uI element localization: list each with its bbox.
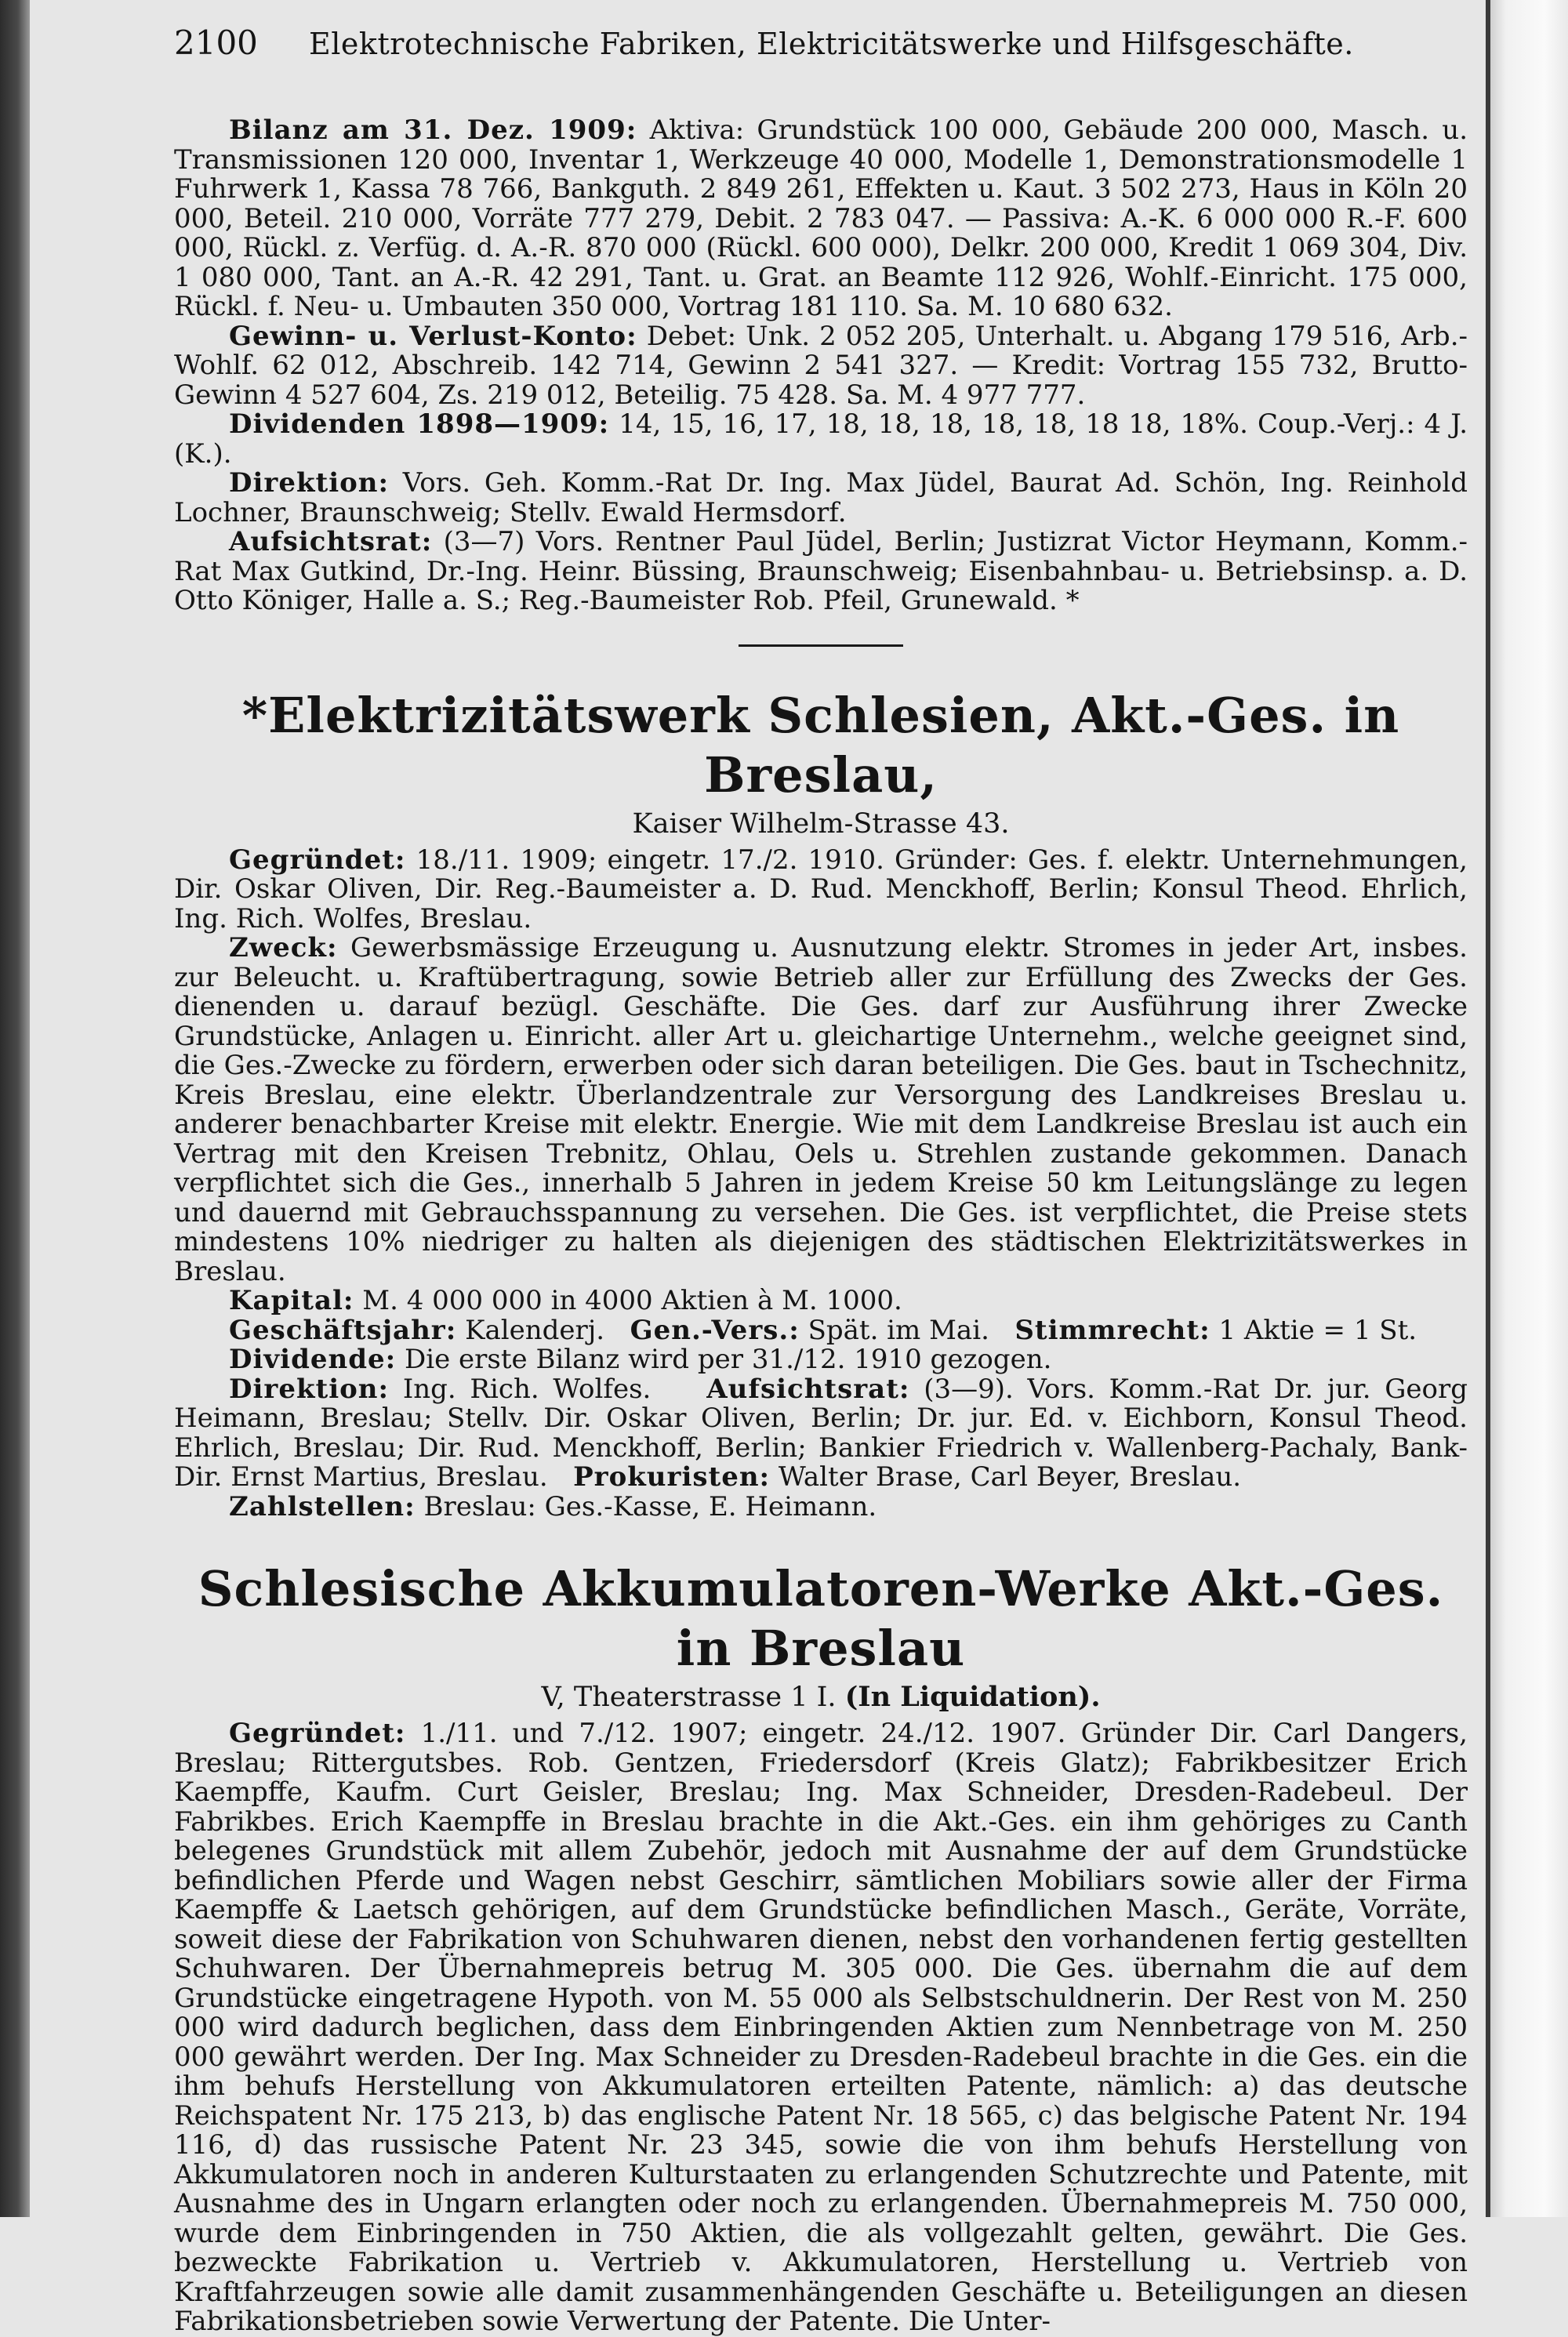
scan-right-border [1486, 0, 1568, 2217]
running-header [174, 24, 1468, 74]
page-number: 2100 [174, 24, 258, 62]
liquidation-status: (In Liquidation). [844, 1681, 1101, 1713]
company-title: *Elektrizitätswerk Schlesien, Akt.-Ges. in Breslau, [241, 686, 1400, 804]
zahlstellen-text: Breslau: Ges.-Kasse, E. Heimann. [423, 1490, 877, 1522]
zweck-label: Zweck: [229, 932, 338, 963]
gegruendet-text: 1./11. und 7./12. 1907; eingetr. 24./12. 1907. Gründer Dir. Carl Dangers, Breslau; Rittergutsbes. Rob. Gentzen, Friedersdorf (Kreis Glatz); Fabrikbesitzer Erich Kaempffe, Kaufm. Curt Geisler, Breslau; Ing. Max Schneider, Dresden-Radebeul. Der Fabrikbes. Erich Kaempffe in Breslau brachte in die Akt.-Ges. ein ihm gehöriges zu Canth belegenes Grundstück mit allem Zubehör, jedoch mit Ausnahme der auf dem Grundstücke befindlichen Pferde und Wagen nebst Geschirr, sämtlichen Mobiliars sowie aller der Firma Kaempffe & Laetsch gehörigen, auf dem Grundstücke befindlichen Masch., Geräte, Vorräte, soweit diese der Fabrikation von Schuhwaren dienen, nebst den vorhandenen fertig gestellten Schuhwaren. Der Übernahmepreis betrug M. 305 000. Die Ges. übernahm die auf dem Grundstücke eingetragene Hypoth. von M. 55 000 als Selbstschuldnerin. Der Rest von M. 250 000 wird dadurch beglichen, dass dem Einbringenden Aktien zum Nennbetrage von M. 250 000 gewährt werden. Der Ing. Max Schneider zu Dresden-Radebeul brachte in die Ges. ein die ihm behufs Herstellung von Akkumulatoren erteilten Patente, nämlich: a) das deutsche Reichspatent Nr. 175 213, b) das englische Patent Nr. 18 565, c) das belgische Patent Nr. 194 116, d) das russische Patent Nr. 23 345, sowie die von ihm behufs Herstellung von Akkumulatoren noch in anderen Kulturstaaten zu erlangenden Schutzrechte und Patente, mit Ausnahme des in Ungarn erlangten oder noch zu erlangenden. Übernahmepreis M. 750 000, wurde dem Einbringenden in 750 Aktien, die als vollgezahlt gelten, gewährt. Die Ges. bezweckte Fabrikation u. Vertrieb v. Akkumulatoren, Herstellung u. Vertrieb von Kraftfahrzeugen sowie alle damit zusammenhängenden Geschäfte u. Beteiligungen an diesen Fabrikationsbetrieben sowie Verwertung der Patente. Die Unter- [174, 1718, 1468, 2337]
genvers-label: Gen.-Vers.: [630, 1314, 800, 1346]
stimmrecht-label: Stimmrecht: [1014, 1314, 1210, 1346]
company-address: Kaiser Wilhelm-Strasse 43. [632, 807, 1010, 840]
direktion-text: Ing. Rich. Wolfes. [402, 1373, 652, 1405]
aufsichtsrat-text: (3—7) Vors. Rentner Paul Jüdel, Berlin; Justizrat Victor Heymann, Komm.-Rat Max Gutkind, Dr.-Ing. Heinr. Büssing, Braunschweig; Eisenbahnbau- u. Betriebsinsp. a. D. Otto Königer, Halle a. S.; Reg.-Baumeister Rob. Pfeil, Grunewald. * [174, 526, 1468, 616]
gegruendet-label: Gegründet: [229, 1718, 406, 1749]
running-title: Elektrotechnische Fabriken, Elektricitätswerke und Hilfsgeschäfte. [309, 27, 1354, 61]
section-elektrizitaetswerk-schlesien [174, 686, 1468, 1522]
dividende-paragraph [174, 1345, 1468, 1375]
bilanz-paragraph [174, 116, 1468, 322]
zweck-text: Gewerbsmässige Erzeugung u. Ausnutzung elektr. Stromes in jeder Art, insbes. zur Beleucht. u. Kraftübertragung, sowie Betrieb aller zur Erfüllung des Zwecks der Ges. dienenden u. darauf bezügl. Geschäfte. Die Ges. darf zur Ausführung ihrer Zwecke Grundstücke, Anlagen u. Einricht. aller Art u. gleichartige Unternehm., welche geeignet sind, die Ges.-Zwecke zu fördern, erwerben oder sich daran beteiligen. Die Ges. baut in Tschechnitz, Kreis Breslau, eine elektr. Überlandzentrale zur Versorgung des Landkreises Breslau u. anderer benachbarter Kreise mit elektr. Energie. Wie mit dem Landkreise Breslau ist auch ein Vertrag mit den Kreisen Trebnitz, Ohlau, Oels u. Strehlen zustande gekommen. Danach verpflichtet sich die Ges., innerhalb 5 Jahren in jedem Kreise 50 km Leitungslänge zu legen und dauernd mit Gebrauchsspannung zu versehen. Die Ges. ist verpflichtet, die Preise stets mindestens 10% niedriger zu halten als diejenigen des städtischen Elektrizitätswerkes in Breslau. [174, 932, 1468, 1287]
dividenden-text: 14, 15, 16, 17, 18, 18, 18, 18, 18, 18 18, 18%. Coup.-Verj.: 4 J. (K.). [174, 408, 1468, 470]
gegruendet-paragraph [174, 846, 1468, 934]
company-address [174, 1682, 1468, 1713]
genvers-text: Spät. im Mai. [808, 1314, 989, 1346]
scan-left-border [0, 0, 30, 2217]
dividenden-paragraph [174, 410, 1468, 469]
gewinn-text: Debet: Unk. 2 052 205, Unterhalt. u. Abgang 179 516, Arb.-Wohlf. 62 012, Abschreib. 142 714, Gewinn 2 541 327. — Kredit: Vortrag 155 732, Brutto-Gewinn 4 527 604, Zs. 219 012, Beteilig. 75 428. Sa. M. 4 977 777. [174, 320, 1468, 411]
kapital-paragraph [174, 1286, 1468, 1316]
geschaeftsjahr-label: Geschäftsjahr: [229, 1314, 457, 1346]
aufsichtsrat-paragraph [174, 528, 1468, 616]
gewinn-paragraph [174, 322, 1468, 411]
kapital-label: Kapital: [229, 1285, 354, 1316]
direktion-paragraph [174, 469, 1468, 528]
gegruendet-paragraph [174, 1719, 1468, 2337]
direktion-label: Direktion: [229, 1373, 390, 1405]
aufsichtsrat-label: Aufsichtsrat: [229, 526, 433, 557]
section-schlesische-akkumulatoren [174, 1559, 1468, 2337]
gewinn-label: Gewinn- u. Verlust-Konto: [229, 320, 637, 352]
zahlstellen-label: Zahlstellen: [229, 1490, 416, 1522]
direktion-label: Direktion: [229, 467, 390, 499]
zahlstellen-paragraph [174, 1490, 1468, 1522]
section-spacer [174, 1522, 1468, 1559]
document-page [174, 24, 1468, 2337]
zweck-paragraph [174, 934, 1468, 1286]
aufsichtsrat-label: Aufsichtsrat: [706, 1373, 910, 1405]
direktion-text: Vors. Geh. Komm.-Rat Dr. Ing. Max Jüdel, Baurat Ad. Schön, Ing. Reinhold Lochner, Braunschweig; Stellv. Ewald Hermsdorf. [174, 467, 1468, 528]
geschaeftsjahr-text: Kalenderj. [465, 1314, 605, 1346]
gegruendet-label: Gegründet: [229, 844, 406, 876]
gegruendet-text: 18./11. 1909; eingetr. 17./2. 1910. Gründer: Ges. f. elektr. Unternehmungen, Dir. Oskar Oliven, Dir. Reg.-Baumeister a. D. Rud. Menckhoff, Berlin; Konsul Theod. Ehrlich, Ing. Rich. Wolfes, Breslau. [174, 844, 1468, 934]
stimmrecht-text: 1 Aktie = 1 St. [1218, 1314, 1417, 1346]
direktion-aufsichtsrat-paragraph [174, 1375, 1468, 1493]
dividenden-label: Dividenden 1898—1909: [229, 408, 610, 440]
prokuristen-text: Walter Brase, Carl Beyer, Breslau. [778, 1461, 1242, 1493]
geschaeftsjahr-paragraph [174, 1316, 1468, 1346]
dividende-text: Die erste Bilanz wird per 31./12. 1910 gezogen. [404, 1344, 1052, 1375]
section-previous-company [174, 116, 1468, 616]
dividende-label: Dividende: [229, 1344, 397, 1375]
prokuristen-label: Prokuristen: [573, 1461, 771, 1493]
section-divider-rule [739, 644, 903, 647]
bilanz-label: Bilanz am 31. Dez. 1909: [229, 114, 637, 146]
bilanz-text: Aktiva: Grundstück 100 000, Gebäude 200 000, Masch. u. Transmissionen 120 000, Inventar 1, Werkzeuge 40 000, Modelle 1, Demonstrationsmodelle 1 Fuhrwerk 1, Kassa 78 766, Bankguth. 2 849 261, Effekten u. Kaut. 3 502 273, Haus in Köln 20 000, Beteil. 210 000, Vorräte 777 279, Debit. 2 783 047. — Passiva: A.-K. 6 000 000 R.-F. 600 000, Rückl. z. Verfüg. d. A.-R. 870 000 (Rückl. 600 000), Delkr. 200 000, Kredit 1 069 304, Div. 1 080 000, Tant. an A.-R. 42 291, Tant. u. Grat. an Beamte 112 926, Wohlf.-Einricht. 175 000, Rückl. f. Neu- u. Umbauten 350 000, Vortrag 181 110. Sa. M. 10 680 632. [174, 114, 1468, 322]
kapital-text: M. 4 000 000 in 4000 Aktien à M. 1000. [362, 1285, 902, 1316]
company-title: Schlesische Akkumulatoren-Werke Akt.-Ges. in Breslau [198, 1560, 1444, 1677]
address-text: V, Theaterstrasse 1 I. [541, 1682, 837, 1713]
aufsichtsrat-text: (3—9). Vors. Komm.-Rat Dr. jur. Georg Heimann, Breslau; Stellv. Dir. Oskar Oliven, Berlin; Dr. jur. Ed. v. Eichborn, Konsul Theod. Ehrlich, Breslau; Dir. Rud. Menckhoff, Berlin; Bankier Friedrich v. Wallenberg-Pachaly, Bank-Dir. Ernst Martius, Breslau. [174, 1373, 1468, 1493]
